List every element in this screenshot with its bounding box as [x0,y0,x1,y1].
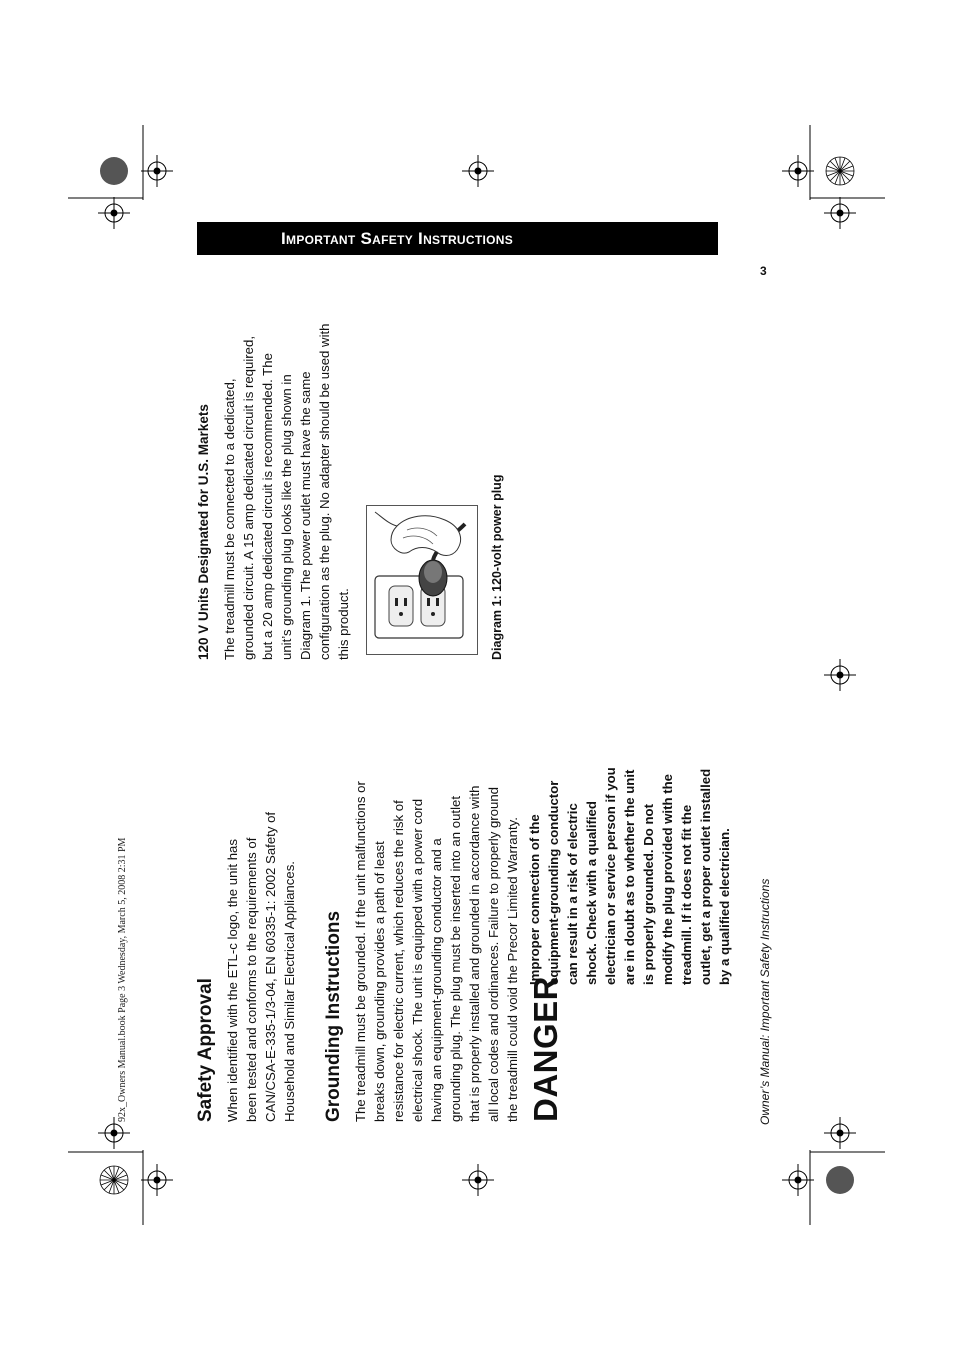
registration-target [141,1164,173,1196]
page-number: 3 [760,264,767,278]
footer-text: Owner’s Manual: Important Safety Instructions [758,878,772,1125]
us-markets-text: The treadmill must be connected to a dedicated, grounded circuit. A 15 amp dedicated circuit is required, but a 20 amp dedicated circuit is recommended. The unit’s grounding plug looks like the plug shown in Diagram 1. The power outlet must have the same configuration as the plug. No adapter should be used with this product. [222,323,351,660]
header-title: Important Safety Instructions [281,229,514,248]
registration-target [824,197,856,229]
section-header-bar [197,222,718,255]
power-plug-diagram [366,505,478,655]
registration-target [824,659,856,691]
registration-target [462,155,494,187]
registration-target [462,1164,494,1196]
print-meta-line: 92x_Owners Manual.book Page 3 Wednesday, March 5, 2008 2:31 PM [117,837,128,1122]
registration-target [141,155,173,187]
danger-title: DANGER [527,975,564,1122]
plug-illustration [367,506,477,654]
grounding-text: The treadmill must be grounded. If the unit malfunctions or breaks down, grounding provides a path of least resistance for electric current, which reduces the risk of electrical shock. The unit is equipped with a power cord having an equipment-grounding conductor and a grounding plug. The plug must be inserted into an outlet that is properly installed and grounded in accordance with all local codes and ordinances. Failure to properly ground the treadmill could void the Precor Limited Warranty. [353,781,520,1122]
registration-target [98,197,130,229]
registration-target [782,1164,814,1196]
registration-target [824,1117,856,1149]
registration-target [782,155,814,187]
diagram-caption: Diagram 1: 120-volt power plug [490,474,504,660]
danger-text: Improper connection of the equipment-grounding conductor can result in a risk of electric shock. Check with a qualified electrician or service person if you are in doubt as to whether the unit is properly grounded. Do not modify the plug provided with the treadmill. If it does not fit the outlet, get a proper outlet installed by a qualified electrician. [527,767,732,985]
grounding-heading: Grounding Instructions [323,910,344,1122]
safety-approval-heading: Safety Approval [195,978,216,1122]
safety-approval-text: When identified with the ETL-c logo, the unit has been tested and conforms to the requirements of CAN/CSA-E-335-1/3-04, EN 60335-1: 2002 Safety of Household and Similar Electrical Appliances. [225,811,297,1122]
us-markets-heading: 120 V Units Designated for U.S. Markets [196,404,211,660]
